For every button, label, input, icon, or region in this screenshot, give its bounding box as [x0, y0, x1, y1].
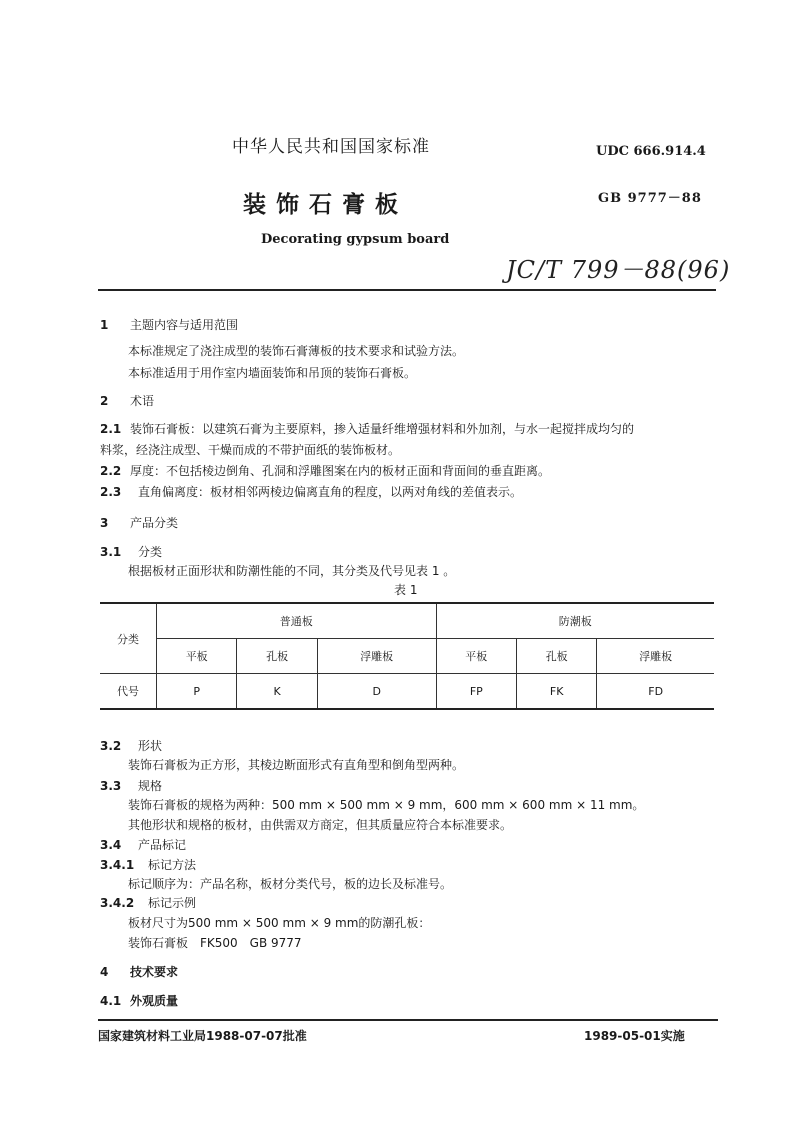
paragraph: 本标准适用于用作室内墙面装饰和吊顶的装饰石膏板。 [128, 366, 417, 380]
clause-title: 分类 [138, 545, 163, 559]
clause-2-1 [100, 420, 634, 437]
table-row [100, 603, 714, 639]
table-code-cell: P [157, 674, 237, 710]
clause-3-3-heading [100, 777, 162, 794]
clause-3-4-heading [100, 836, 186, 853]
approval-note: 国家建筑材料工业局1988-07-07批准 [98, 1029, 307, 1043]
paragraph: 根据板材正面形状和防潮性能的不同，其分类及代号见表 1 。 [128, 564, 456, 578]
table-caption: 表 1 [394, 583, 418, 597]
clause-title: 形状 [138, 739, 163, 753]
udc-number: UDC 666.914.4 [596, 144, 706, 159]
table-row-label: 分类 [100, 603, 157, 674]
table-code-cell: FP [436, 674, 516, 710]
gb-number: GB 9777－88 [598, 191, 702, 206]
table-type-cell: 浮雕板 [597, 639, 714, 674]
clause-number: 4.1 [100, 994, 122, 1008]
table-row-label: 代号 [100, 674, 157, 710]
clause-number: 3.3 [100, 779, 122, 793]
clause-2-2 [100, 462, 550, 479]
table-code-cell: D [317, 674, 436, 710]
paragraph: 标记顺序为：产品名称，板材分类代号，板的边长及标准号。 [128, 877, 453, 891]
table-group-header: 防潮板 [436, 603, 714, 639]
clause-number: 2.3 [100, 485, 122, 499]
section-title: 技术要求 [130, 965, 179, 979]
section-2-heading [100, 392, 154, 409]
table-type-cell: 浮雕板 [317, 639, 436, 674]
section-title: 术语 [130, 394, 155, 408]
standard-org-heading: 中华人民共和国国家标准 [232, 137, 430, 157]
clause-title: 标记方法 [148, 858, 197, 872]
section-title: 产品分类 [130, 516, 179, 530]
paragraph: 装饰石膏板为正方形，其棱边断面形式有直角型和倒角型两种。 [128, 758, 465, 772]
classification-table [100, 602, 714, 710]
section-number: 4 [100, 965, 109, 979]
clause-number: 2.2 [100, 464, 122, 478]
paragraph: 其他形状和规格的板材，由供需双方商定，但其质量应符合本标准要求。 [128, 818, 513, 832]
table-type-cell: 平板 [157, 639, 237, 674]
clause-number: 3.1 [100, 545, 122, 559]
paragraph: 装饰石膏板的规格为两种：500 mm × 500 mm × 9 mm，600 mm × 600 mm × 11 mm。 [128, 798, 645, 812]
marking-example: 装饰石膏板 FK500 GB 9777 [128, 936, 302, 950]
clause-text: 直角偏离度：板材相邻两棱边偏离直角的程度，以两对角线的差值表示。 [138, 485, 523, 499]
table-row [100, 639, 714, 674]
clause-title: 规格 [138, 779, 163, 793]
table-type-cell: 孔板 [517, 639, 597, 674]
clause-text: 厚度：不包括棱边倒角、孔洞和浮雕图案在内的板材正面和背面间的垂直距离。 [130, 464, 551, 478]
paragraph: 板材尺寸为500 mm × 500 mm × 9 mm的防潮孔板： [128, 916, 431, 930]
clause-number: 3.4.1 [100, 858, 135, 872]
section-4-heading [100, 963, 178, 980]
clause-title: 外观质量 [130, 994, 179, 1008]
section-1-heading [100, 316, 238, 333]
clause-3-4-2-heading [100, 894, 196, 911]
footer-divider [98, 1019, 718, 1021]
implementation-date: 1989-05-01实施 [584, 1029, 685, 1043]
english-title: Decorating gypsum board [261, 232, 450, 247]
clause-number: 3.4.2 [100, 896, 135, 910]
clause-4-1-heading [100, 992, 178, 1009]
table-code-cell: FK [517, 674, 597, 710]
clause-title: 标记示例 [148, 896, 197, 910]
header-divider [98, 289, 716, 291]
section-title: 主题内容与适用范围 [130, 318, 239, 332]
table-type-cell: 孔板 [237, 639, 317, 674]
clause-number: 2.1 [100, 422, 122, 436]
section-number: 1 [100, 318, 109, 332]
table-code-cell: K [237, 674, 317, 710]
table-group-header: 普通板 [157, 603, 437, 639]
clause-number: 3.2 [100, 739, 122, 753]
clause-number: 3.4 [100, 838, 122, 852]
clause-3-2-heading [100, 737, 162, 754]
clause-text: 装饰石膏板：以建筑石膏为主要原料，掺入适量纤维增强材料和外加剂，与水一起搅拌成均匀的 [130, 422, 635, 436]
section-number: 3 [100, 516, 109, 530]
clause-2-3 [100, 483, 522, 500]
table-code-cell: FD [597, 674, 714, 710]
paragraph: 本标准规定了浇注成型的装饰石膏薄板的技术要求和试验方法。 [128, 344, 465, 358]
section-number: 2 [100, 394, 109, 408]
table-row [100, 674, 714, 710]
handwritten-code: JC/T 799－88(96) [506, 256, 731, 284]
clause-title: 产品标记 [138, 838, 187, 852]
table-type-cell: 平板 [436, 639, 516, 674]
clause-3-1-heading [100, 543, 162, 560]
clause-text-continued: 料浆，经浇注成型、干燥而成的不带护面纸的装饰板材。 [100, 443, 401, 457]
clause-3-4-1-heading [100, 856, 196, 873]
document-title: 装饰石膏板 [243, 192, 408, 218]
section-3-heading [100, 514, 178, 531]
